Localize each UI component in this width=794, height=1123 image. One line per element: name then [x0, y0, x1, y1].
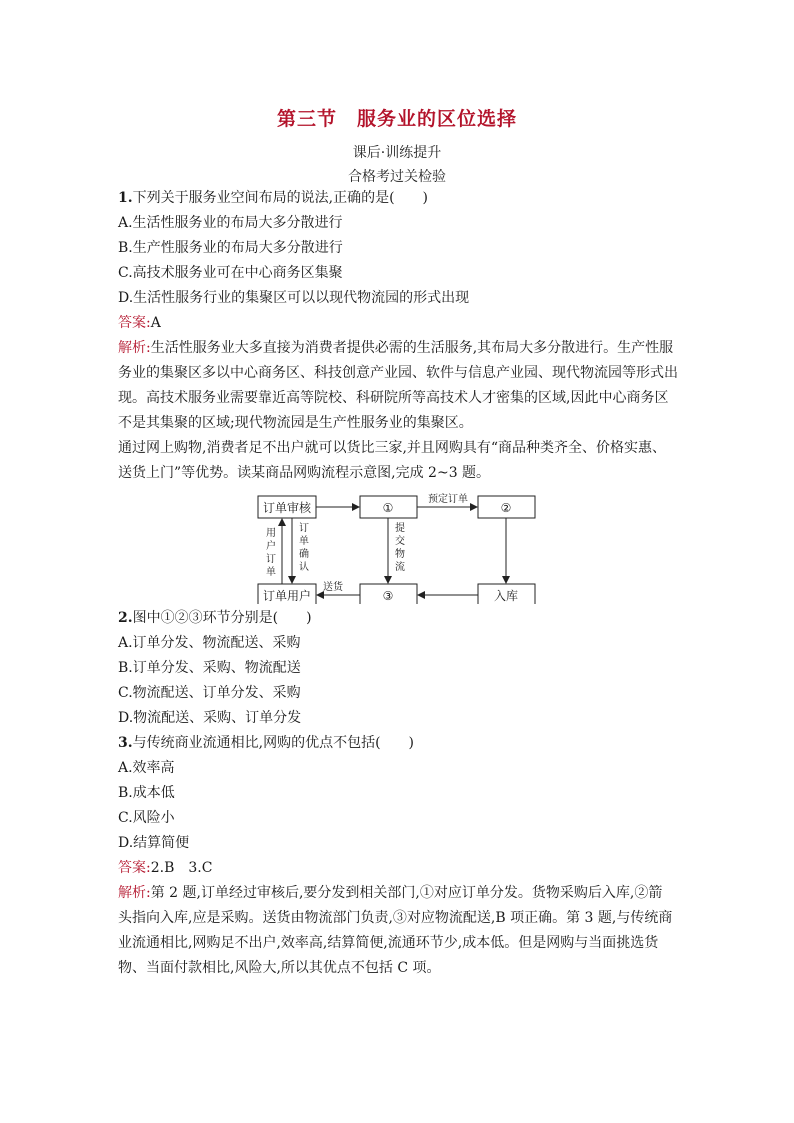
q3-option-a: A.效率高 [118, 760, 175, 776]
label-user-order-char: 单 [266, 567, 276, 578]
label-order-confirm-char: 认 [299, 562, 309, 573]
box-warehouse-label: 入库 [493, 589, 519, 603]
q1-stem-text: 下列关于服务业空间布局的说法,正确的是( ) [132, 190, 428, 206]
label-user-order-char: 户 [266, 541, 276, 552]
q1-option-c: C.高技术服务业可在中心商务区集聚 [118, 265, 343, 281]
label-preorder: 预定订单 [428, 494, 468, 505]
box-1-label: ① [382, 501, 394, 515]
q3-stem-text: 与传统商业流通相比,网购的优点不包括( ) [132, 735, 414, 751]
box-3-label: ③ [382, 589, 394, 603]
q2-option-d: D.物流配送、采购、订单分发 [118, 710, 302, 726]
box-order-review-label: 订单审核 [262, 501, 312, 515]
label-user-order-char: 用 [266, 528, 276, 539]
subtitle-practice: 课后·训练提升 [352, 145, 442, 161]
intro-line: 通过网上购物,消费者足不出户就可以货比三家,并且网购具有“商品种类齐全、价格实惠、 [118, 440, 667, 456]
title-topic: 服务业的区位选择 [357, 108, 518, 130]
q1-stem [118, 186, 684, 211]
box-2-label: ② [500, 501, 512, 515]
intro-line: 送货上门”等优势。读某商品网购流程示意图,完成 2~3 题。 [118, 465, 491, 481]
q3-number: 3. [118, 735, 133, 751]
q23-explanation-line: 物、当面付款相比,风险大,所以其优点不包括 C 项。 [118, 960, 441, 976]
label-submit-char: 提 [395, 523, 405, 534]
box-user-label: 订单用户 [262, 589, 312, 603]
q3-option-d: D.结算简便 [118, 835, 190, 851]
answer-value: A [150, 315, 161, 331]
label-submit-char: 流 [395, 562, 405, 573]
content [118, 186, 684, 981]
label-submit-char: 交 [395, 536, 405, 547]
flow-diagram-svg [118, 488, 684, 604]
label-user-order-char: 订 [266, 554, 276, 565]
q2-option-c: C.物流配送、订单分发、采购 [118, 685, 301, 701]
q1-answer [118, 311, 684, 336]
explanation-label: 解析: [118, 885, 151, 901]
q1-explanation-line: 不是其集聚的区域;现代物流园是生产性服务业的集聚区。 [118, 415, 473, 431]
title-section: 第三节 [276, 108, 337, 130]
q2-option-a: A.订单分发、物流配送、采购 [118, 635, 301, 651]
flow-diagram [118, 488, 684, 604]
explanation-text: 第 2 题,订单经过审核后,要分发到相关部门,①对应订单分发。货物采购后入库,②箭 [150, 885, 663, 901]
q23-explanation-line [118, 881, 684, 906]
q1-option-a: A.生活性服务业的布局大多分散进行 [118, 215, 343, 231]
q23-explanation-line: 业流通相比,网购足不出户,效率高,结算简便,流通环节少,成本低。但是网购与当面挑选货 [118, 935, 659, 951]
label-order-confirm-char: 单 [299, 536, 309, 547]
q2-option-b: B.订单分发、采购、物流配送 [118, 660, 301, 676]
q1-number: 1. [118, 190, 133, 206]
explanation-label: 解析: [118, 340, 151, 356]
q23-answer [118, 856, 684, 881]
q1-explanation-line [118, 336, 684, 361]
q2-stem-text: 图中①②③环节分别是( ) [132, 610, 312, 626]
q1-explanation-line: 务业的集聚区多以中心商务区、科技创意产业园、软件与信息产业园、现代物流园等形式出 [118, 365, 678, 381]
answer-value: 2.B 3.C [150, 860, 213, 876]
q1-option-b: B.生产性服务业的布局大多分散进行 [118, 240, 343, 256]
label-submit-char: 物 [395, 549, 405, 560]
q2-number: 2. [118, 610, 133, 626]
q1-explanation-line: 现。高技术服务业需要靠近高等院校、科研院所等高技术人才密集的区域,因此中心商务区 [118, 390, 669, 406]
explanation-text: 生活性服务业大多直接为消费者提供必需的生活服务,其布局大多分散进行。生产性服 [150, 340, 674, 356]
label-order-confirm-char: 确 [299, 549, 309, 560]
q3-option-b: B.成本低 [118, 785, 175, 801]
label-order-confirm-char: 订 [299, 523, 309, 534]
q3-option-c: C.风险小 [118, 810, 175, 826]
answer-label: 答案: [118, 860, 151, 876]
answer-label: 答案: [118, 315, 151, 331]
page-title [0, 104, 794, 131]
q23-explanation-line: 头指向入库,应是采购。送货由物流部门负责,③对应物流配送,B 项正确。第 3 题,与传统商 [118, 910, 673, 926]
label-delivery: 送货 [323, 582, 343, 593]
q3-stem [118, 731, 684, 756]
q2-stem [118, 606, 684, 631]
subtitle-level: 合格考过关检验 [348, 169, 446, 185]
q1-option-d: D.生活性服务行业的集聚区可以以现代物流园的形式出现 [118, 290, 470, 306]
